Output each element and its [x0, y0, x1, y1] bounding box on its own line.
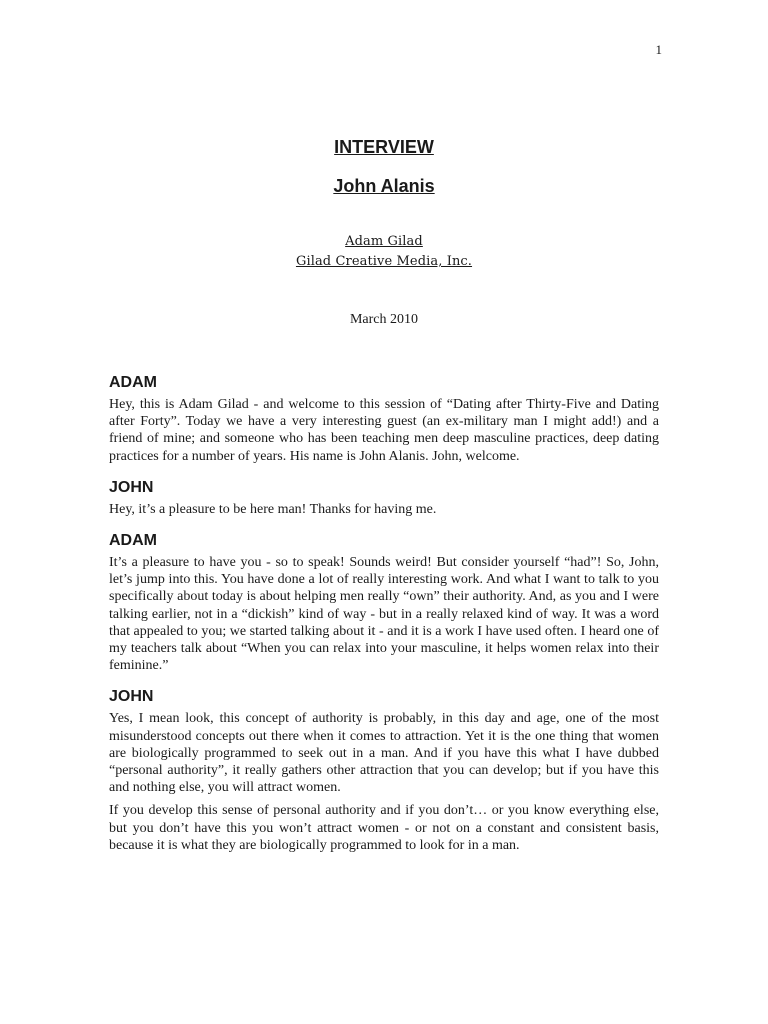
interviewee-name: John Alanis	[333, 176, 435, 196]
document-title: INTERVIEW	[334, 137, 434, 157]
interview-transcript	[109, 373, 659, 867]
dialogue-paragraph: It’s a pleasure to have you - so to speak! Sounds weird! But consider yourself “had”! So, John, let’s jump into this. You have done a lot of really interesting work. And what I want to talk to you specifically about today is about helping men really “own” their authority. And, as you and I were talking earlier, not in a “dickish” kind of way - but in a really relaxed kind of way. It was a word that appealed to you; we started talking about it - and it is a work I have used often. I heard one of my teachers talk about “When you can relax into your masculine, it helps women relax into their feminine.”	[109, 555, 659, 674]
dialogue-paragraph: Yes, I mean look, this concept of authority is probably, in this day and age, one of the most misunderstood concepts out there when it comes to attraction. Yet it is the one thing that women are biologically programmed to seek out in a man. And if you have this what I have dubbed “personal authority”, it really gathers other attraction that you can develop; but if you have this and nothing else, you will attract women.	[109, 711, 659, 796]
author-name: Adam Gilad	[345, 234, 423, 249]
document-date: March 2010	[349, 312, 419, 327]
speaker-label: ADAM	[109, 374, 157, 391]
dialogue-paragraph: If you develop this sense of personal authority and if you don’t… or you know everything else, but you don’t have this you won’t attract women - or not on a constant and consistent basis, because it is what they are biologically programmed to look for in a man.	[109, 803, 659, 853]
dialogue-paragraph: Hey, it’s a pleasure to be here man! Thanks for having me.	[109, 501, 437, 517]
dialogue-paragraph: Hey, this is Adam Gilad - and welcome to this session of “Dating after Thirty-Five and Dating after Forty”. Today we have a very interesting guest (an ex-military man I might add!) and a friend of mine; and someone who has been teaching men deep masculine practices, deep dating practices for a number of years. His name is John Alanis. John, welcome.	[109, 397, 659, 464]
page-number: 1	[655, 42, 662, 57]
speaker-label: JOHN	[109, 478, 154, 496]
speaker-label: JOHN	[109, 688, 154, 706]
speaker-label: ADAM	[109, 532, 157, 550]
company-name: Gilad Creative Media, Inc.	[295, 254, 473, 269]
